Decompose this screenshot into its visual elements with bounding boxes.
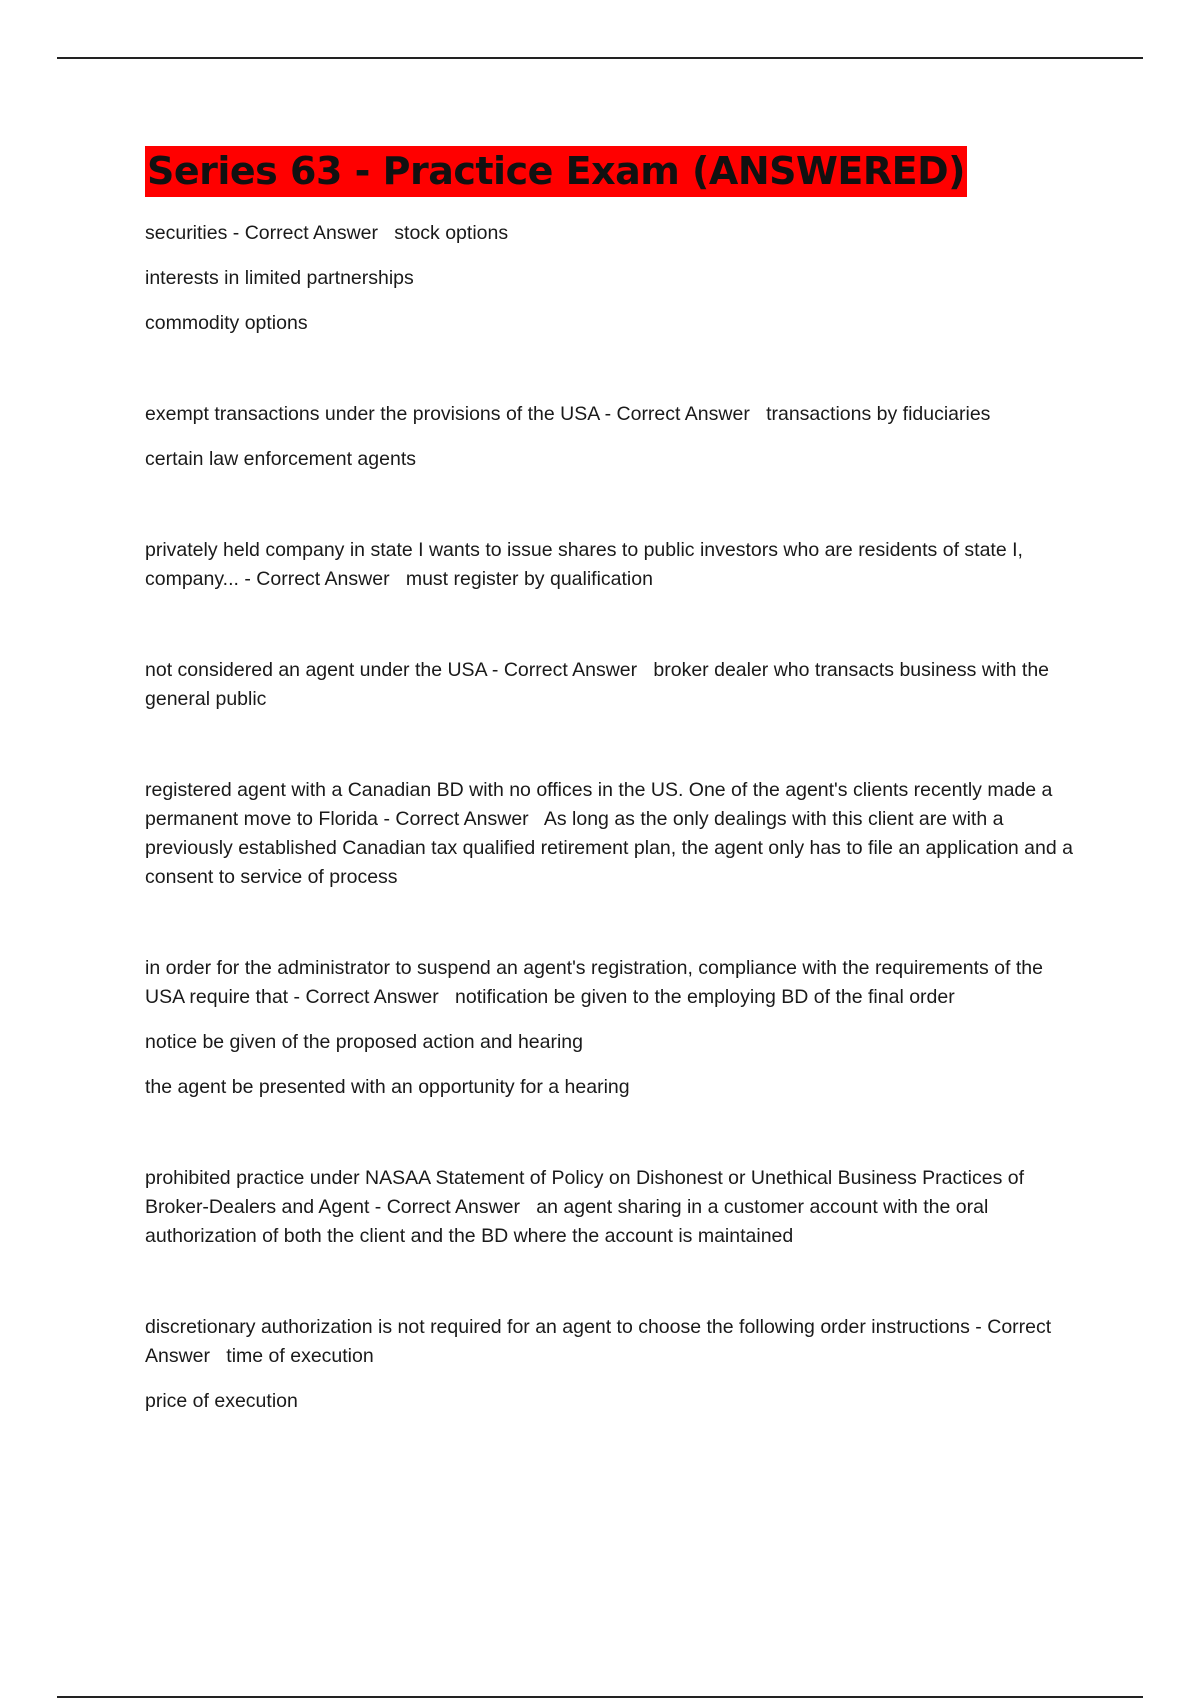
answer-text: transactions by fiduciaries <box>766 403 991 425</box>
answer-label: Correct Answer <box>395 808 529 830</box>
qa-entry-discretionary-authorization <box>145 1313 1085 1416</box>
qa-entry-suspend-registration <box>145 954 1085 1102</box>
question-text: discretionary authorization is not required for an agent to choose the following order instructions <box>145 1316 970 1338</box>
answer-label: Correct Answer <box>244 222 379 244</box>
title-block <box>145 146 1085 197</box>
question-line: not considered an agent under the USA - Correct Answer broker dealer who transacts business with the general public <box>145 659 1050 710</box>
top-rule <box>57 57 1143 59</box>
qa-entry-privately-held-company <box>145 536 1085 594</box>
qa-entry-prohibited-practice <box>145 1164 1085 1251</box>
question-text: in order for the administrator to suspend an agent's registration, compliance with the requirements of the USA require that <box>145 957 1043 1008</box>
question-text: privately held company in state I wants to issue shares to public investors who are residents of state I, company... <box>145 539 1023 590</box>
answer-label: Correct Answer <box>386 1196 521 1218</box>
answer-text: broker dealer who transacts business with the general public <box>145 659 1050 710</box>
answer-label: Correct Answer <box>503 659 638 681</box>
question-text: not considered an agent under the USA <box>145 659 487 681</box>
question-line: prohibited practice under NASAA Statement of Policy on Dishonest or Unethical Business Practices of Broker-Dealers and Agent - Correct Answer an agent sharing in a customer account with the oral authorization of both the client and the BD where the account is maintained <box>145 1167 1025 1247</box>
qa-entry-securities <box>145 219 1085 338</box>
answer-text: must register by qualification <box>405 568 653 590</box>
answer-text: time of execution <box>226 1345 374 1367</box>
answer-label: Correct Answer <box>616 403 750 425</box>
question-line: discretionary authorization is not required for an agent to choose the following order instructions - Correct Answer time of execution <box>145 1316 1052 1367</box>
question-line: privately held company in state I wants to issue shares to public investors who are residents of state I, company... - Correct Answer must register by qualification <box>145 539 1023 590</box>
qa-entry-not-considered-agent <box>145 656 1085 714</box>
question-text: exempt transactions under the provisions of the USA <box>145 403 600 425</box>
answer-text: notification be given to the employing BD of the final order <box>455 986 955 1008</box>
answer-line: interests in limited partnerships <box>145 267 414 289</box>
answer-label: Correct Answer <box>145 1316 1052 1367</box>
answer-text: stock options <box>394 222 509 244</box>
bottom-rule <box>57 1696 1143 1698</box>
answer-line: commodity options <box>145 312 308 334</box>
answer-text: an agent sharing in a customer account with the oral authorization of both the client and the BD where the account is maintained <box>145 1196 989 1247</box>
question-line: registered agent with a Canadian BD with no offices in the US. One of the agent's clients recently made a permanent move to Florida - Correct Answer As long as the only dealings with this client are with a previously established Canadian tax qualified retirement plan, the agent only has to file an application and a consent to service of process <box>145 779 1073 888</box>
question-text: registered agent with a Canadian BD with no offices in the US. One of the agent's clients recently made a permanent move to Florida <box>145 779 1053 830</box>
question-text: securities <box>145 222 228 244</box>
question-line: exempt transactions under the provisions of the USA - Correct Answer transactions by fiduciaries <box>145 403 991 425</box>
answer-text: As long as the only dealings with this client are with a previously established Canadian tax qualified retirement plan, the agent only has to file an application and a consent to service of process <box>145 808 1073 888</box>
answer-line: the agent be presented with an opportunity for a hearing <box>145 1076 630 1098</box>
question-line: in order for the administrator to suspend an agent's registration, compliance with the requirements of the USA require that - Correct Answer notification be given to the employing BD of the final order <box>145 957 1043 1008</box>
document-body <box>145 146 1085 1416</box>
qa-entry-exempt-transactions <box>145 400 1085 474</box>
answer-line: price of execution <box>145 1390 298 1412</box>
answer-line: certain law enforcement agents <box>145 448 416 470</box>
answer-label: Correct Answer <box>305 986 439 1008</box>
question-line: securities - Correct Answer stock options <box>145 222 509 244</box>
question-text: prohibited practice under NASAA Statement of Policy on Dishonest or Unethical Business Practices of Broker-Dealers and Agent <box>145 1167 1025 1218</box>
answer-label: Correct Answer <box>256 568 390 590</box>
answer-line: notice be given of the proposed action and hearing <box>145 1031 583 1053</box>
qa-entry-canadian-bd-agent <box>145 776 1085 892</box>
document-title: Series 63 - Practice Exam (ANSWERED) <box>145 146 967 197</box>
